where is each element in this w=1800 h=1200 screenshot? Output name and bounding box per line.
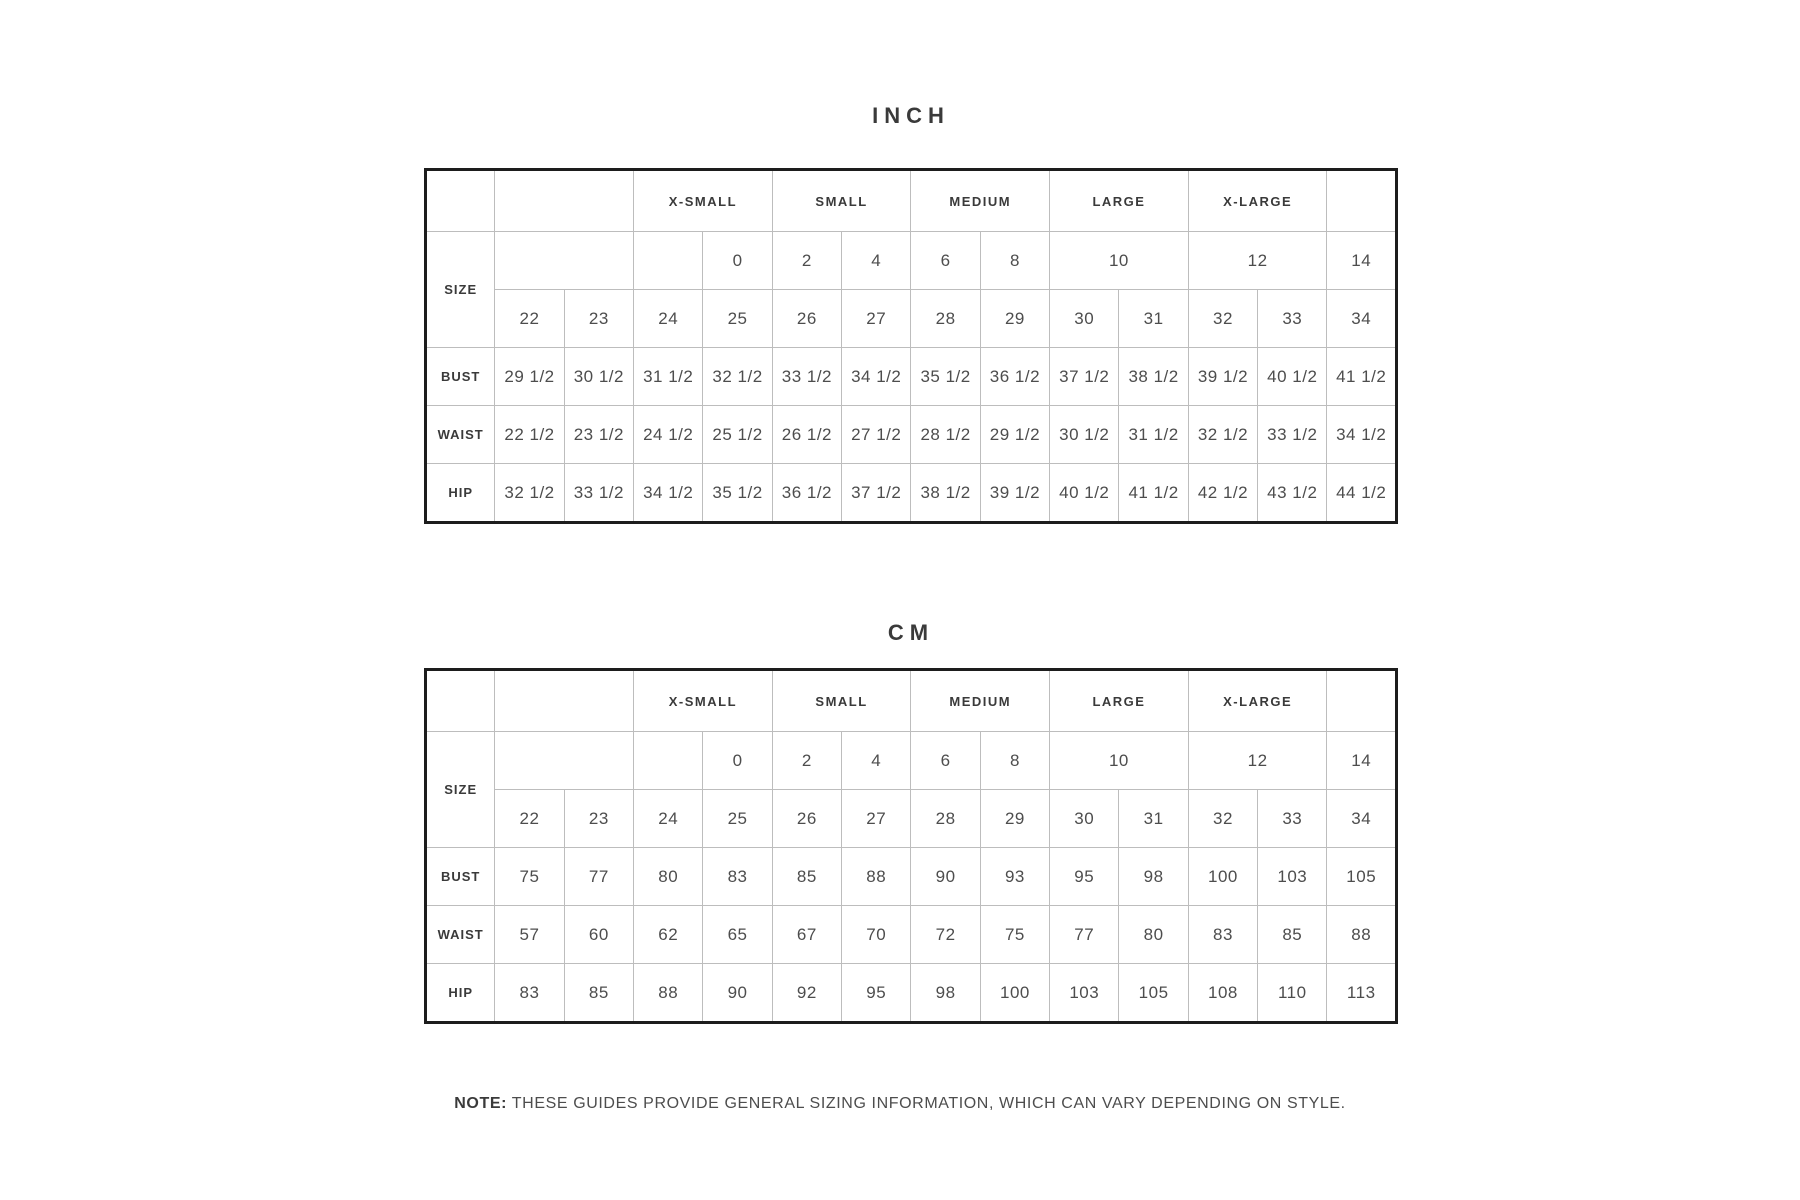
measurement-value-cell: 42 1/2 xyxy=(1188,464,1257,523)
measurement-value-cell: 31 1/2 xyxy=(634,348,703,406)
alpha-size-cell: 30 xyxy=(1050,290,1119,348)
measurement-value-cell: 29 1/2 xyxy=(980,406,1049,464)
measurement-value-cell: 28 1/2 xyxy=(911,406,980,464)
measurement-value-cell: 33 1/2 xyxy=(564,464,633,523)
measurement-value-cell: 105 xyxy=(1327,848,1397,906)
size-group-x-large: X-LARGE xyxy=(1188,670,1327,732)
group-label-row xyxy=(426,670,1397,732)
measurement-value-cell: 30 1/2 xyxy=(564,348,633,406)
measurement-value-cell: 98 xyxy=(911,964,980,1023)
measurement-value-cell: 33 1/2 xyxy=(772,348,841,406)
measurement-value-cell: 41 1/2 xyxy=(1119,464,1188,523)
alpha-size-cell: 28 xyxy=(911,790,980,848)
numeric-size-cell: 0 xyxy=(703,732,772,790)
measurement-value-cell: 43 1/2 xyxy=(1258,464,1327,523)
empty-size-cell xyxy=(634,232,703,290)
measurement-value-cell: 77 xyxy=(564,848,633,906)
measurement-value-cell: 77 xyxy=(1050,906,1119,964)
alpha-size-cell: 28 xyxy=(911,290,980,348)
measurement-value-cell: 62 xyxy=(634,906,703,964)
alpha-size-cell: 30 xyxy=(1050,790,1119,848)
measurement-value-cell: 83 xyxy=(495,964,564,1023)
measurement-label-cell: BUST xyxy=(426,348,495,406)
inch-size-table xyxy=(424,168,1398,524)
measurement-value-cell: 36 1/2 xyxy=(980,348,1049,406)
numeric-size-cell: 6 xyxy=(911,232,980,290)
empty-size-cell xyxy=(495,232,634,290)
hip-row xyxy=(426,964,1397,1023)
alpha-size-cell: 26 xyxy=(772,790,841,848)
size-row-label: SIZE xyxy=(426,232,495,348)
measurement-value-cell: 30 1/2 xyxy=(1050,406,1119,464)
alpha-size-cell: 33 xyxy=(1258,790,1327,848)
measurement-value-cell: 103 xyxy=(1258,848,1327,906)
measurement-value-cell: 95 xyxy=(1050,848,1119,906)
empty-size-cell xyxy=(495,732,634,790)
size-group-medium: MEDIUM xyxy=(911,170,1050,232)
measurement-value-cell: 41 1/2 xyxy=(1327,348,1397,406)
numeric-size-row xyxy=(426,732,1397,790)
measurement-value-cell: 88 xyxy=(1327,906,1397,964)
alpha-size-cell: 24 xyxy=(634,290,703,348)
size-group-x-small: X-SMALL xyxy=(634,170,773,232)
numeric-size-cell: 4 xyxy=(842,732,911,790)
numeric-size-cell: 14 xyxy=(1327,232,1397,290)
numeric-size-cell: 12 xyxy=(1188,232,1327,290)
note-label: NOTE: xyxy=(454,1095,508,1112)
measurement-value-cell: 27 1/2 xyxy=(842,406,911,464)
measurement-value-cell: 31 1/2 xyxy=(1119,406,1188,464)
waist-row xyxy=(426,906,1397,964)
alpha-size-row xyxy=(426,290,1397,348)
alpha-size-cell: 34 xyxy=(1327,290,1397,348)
group-label-row xyxy=(426,170,1397,232)
measurement-value-cell: 98 xyxy=(1119,848,1188,906)
numeric-size-cell: 6 xyxy=(911,732,980,790)
measurement-value-cell: 100 xyxy=(980,964,1049,1023)
numeric-size-cell: 8 xyxy=(980,232,1049,290)
size-group-large: LARGE xyxy=(1050,170,1189,232)
measurement-value-cell: 26 1/2 xyxy=(772,406,841,464)
measurement-value-cell: 23 1/2 xyxy=(564,406,633,464)
measurement-value-cell: 24 1/2 xyxy=(634,406,703,464)
measurement-value-cell: 113 xyxy=(1327,964,1397,1023)
measurement-value-cell: 32 1/2 xyxy=(495,464,564,523)
numeric-size-cell: 10 xyxy=(1050,732,1189,790)
empty-group-cell xyxy=(495,170,634,232)
measurement-value-cell: 22 1/2 xyxy=(495,406,564,464)
cm-table-title: CM xyxy=(887,620,935,645)
size-group-small: SMALL xyxy=(772,670,911,732)
measurement-value-cell: 32 1/2 xyxy=(1188,406,1257,464)
size-group-x-large: X-LARGE xyxy=(1188,170,1327,232)
size-group-large: LARGE xyxy=(1050,670,1189,732)
measurement-value-cell: 72 xyxy=(911,906,980,964)
alpha-size-cell: 23 xyxy=(564,790,633,848)
measurement-label-cell: HIP xyxy=(426,464,495,523)
measurement-value-cell: 34 1/2 xyxy=(634,464,703,523)
alpha-size-cell: 27 xyxy=(842,790,911,848)
empty-size-cell xyxy=(634,732,703,790)
measurement-value-cell: 108 xyxy=(1188,964,1257,1023)
measurement-value-cell: 75 xyxy=(495,848,564,906)
measurement-value-cell: 85 xyxy=(564,964,633,1023)
measurement-value-cell: 85 xyxy=(772,848,841,906)
alpha-size-cell: 29 xyxy=(980,290,1049,348)
alpha-size-cell: 29 xyxy=(980,790,1049,848)
alpha-size-cell: 26 xyxy=(772,290,841,348)
hip-row xyxy=(426,464,1397,523)
corner-cell xyxy=(426,670,495,732)
bust-row xyxy=(426,848,1397,906)
measurement-value-cell: 37 1/2 xyxy=(842,464,911,523)
measurement-value-cell: 90 xyxy=(703,964,772,1023)
measurement-value-cell: 39 1/2 xyxy=(1188,348,1257,406)
numeric-size-cell: 8 xyxy=(980,732,1049,790)
measurement-value-cell: 92 xyxy=(772,964,841,1023)
measurement-value-cell: 34 1/2 xyxy=(842,348,911,406)
numeric-size-cell: 2 xyxy=(772,232,841,290)
measurement-value-cell: 93 xyxy=(980,848,1049,906)
alpha-size-cell: 34 xyxy=(1327,790,1397,848)
measurement-value-cell: 80 xyxy=(1119,906,1188,964)
numeric-size-cell: 12 xyxy=(1188,732,1327,790)
empty-group-cell xyxy=(1327,670,1397,732)
numeric-size-cell: 2 xyxy=(772,732,841,790)
measurement-value-cell: 40 1/2 xyxy=(1050,464,1119,523)
measurement-value-cell: 95 xyxy=(842,964,911,1023)
measurement-label-cell: WAIST xyxy=(426,406,495,464)
size-group-medium: MEDIUM xyxy=(911,670,1050,732)
measurement-value-cell: 65 xyxy=(703,906,772,964)
size-group-small: SMALL xyxy=(772,170,911,232)
alpha-size-cell: 27 xyxy=(842,290,911,348)
measurement-value-cell: 110 xyxy=(1258,964,1327,1023)
measurement-value-cell: 38 1/2 xyxy=(911,464,980,523)
alpha-size-cell: 25 xyxy=(703,290,772,348)
measurement-value-cell: 83 xyxy=(1188,906,1257,964)
measurement-value-cell: 85 xyxy=(1258,906,1327,964)
bust-row xyxy=(426,348,1397,406)
alpha-size-cell: 32 xyxy=(1188,790,1257,848)
measurement-label-cell: HIP xyxy=(426,964,495,1023)
size-group-x-small: X-SMALL xyxy=(634,670,773,732)
cm-size-table xyxy=(424,668,1398,1024)
measurement-value-cell: 75 xyxy=(980,906,1049,964)
numeric-size-cell: 10 xyxy=(1050,232,1189,290)
corner-cell xyxy=(426,170,495,232)
measurement-value-cell: 103 xyxy=(1050,964,1119,1023)
measurement-value-cell: 90 xyxy=(911,848,980,906)
measurement-value-cell: 35 1/2 xyxy=(703,464,772,523)
measurement-value-cell: 67 xyxy=(772,906,841,964)
measurement-value-cell: 33 1/2 xyxy=(1258,406,1327,464)
empty-group-cell xyxy=(1327,170,1397,232)
alpha-size-cell: 31 xyxy=(1119,790,1188,848)
measurement-value-cell: 35 1/2 xyxy=(911,348,980,406)
measurement-value-cell: 100 xyxy=(1188,848,1257,906)
note-text: THESE GUIDES PROVIDE GENERAL SIZING INFORMATION, WHICH CAN VARY DEPENDING ON STYLE. xyxy=(507,1095,1346,1112)
alpha-size-cell: 22 xyxy=(495,790,564,848)
numeric-size-cell: 0 xyxy=(703,232,772,290)
measurement-value-cell: 34 1/2 xyxy=(1327,406,1397,464)
measurement-value-cell: 44 1/2 xyxy=(1327,464,1397,523)
measurement-value-cell: 105 xyxy=(1119,964,1188,1023)
numeric-size-row xyxy=(426,232,1397,290)
alpha-size-cell: 24 xyxy=(634,790,703,848)
alpha-size-cell: 22 xyxy=(495,290,564,348)
measurement-value-cell: 29 1/2 xyxy=(495,348,564,406)
sizing-note xyxy=(0,1095,1800,1113)
measurement-value-cell: 36 1/2 xyxy=(772,464,841,523)
measurement-value-cell: 60 xyxy=(564,906,633,964)
size-row-label: SIZE xyxy=(426,732,495,848)
measurement-label-cell: BUST xyxy=(426,848,495,906)
measurement-value-cell: 57 xyxy=(495,906,564,964)
alpha-size-row xyxy=(426,790,1397,848)
measurement-value-cell: 70 xyxy=(842,906,911,964)
measurement-value-cell: 25 1/2 xyxy=(703,406,772,464)
alpha-size-cell: 31 xyxy=(1119,290,1188,348)
measurement-label-cell: WAIST xyxy=(426,906,495,964)
inch-table-title: INCH xyxy=(872,103,950,128)
numeric-size-cell: 4 xyxy=(842,232,911,290)
waist-row xyxy=(426,406,1397,464)
measurement-value-cell: 83 xyxy=(703,848,772,906)
alpha-size-cell: 23 xyxy=(564,290,633,348)
measurement-value-cell: 40 1/2 xyxy=(1258,348,1327,406)
alpha-size-cell: 32 xyxy=(1188,290,1257,348)
alpha-size-cell: 33 xyxy=(1258,290,1327,348)
measurement-value-cell: 88 xyxy=(842,848,911,906)
measurement-value-cell: 38 1/2 xyxy=(1119,348,1188,406)
measurement-value-cell: 39 1/2 xyxy=(980,464,1049,523)
alpha-size-cell: 25 xyxy=(703,790,772,848)
measurement-value-cell: 37 1/2 xyxy=(1050,348,1119,406)
measurement-value-cell: 32 1/2 xyxy=(703,348,772,406)
empty-group-cell xyxy=(495,670,634,732)
numeric-size-cell: 14 xyxy=(1327,732,1397,790)
measurement-value-cell: 80 xyxy=(634,848,703,906)
measurement-value-cell: 88 xyxy=(634,964,703,1023)
